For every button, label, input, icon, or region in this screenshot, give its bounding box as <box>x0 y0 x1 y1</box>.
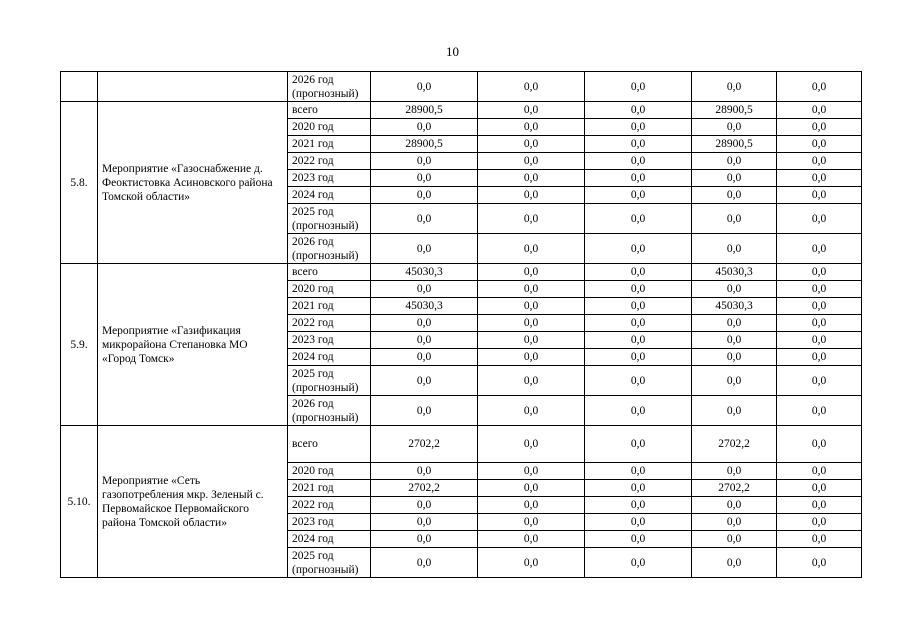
period-label: всего <box>288 426 371 463</box>
value-cell: 0,0 <box>585 170 692 187</box>
value-cell: 0,0 <box>777 298 862 315</box>
value-cell: 0,0 <box>371 72 478 102</box>
value-cell: 0,0 <box>371 497 478 514</box>
value-cell: 0,0 <box>478 514 585 531</box>
period-label: 2022 год <box>288 315 371 332</box>
value-cell: 0,0 <box>585 204 692 234</box>
value-cell: 0,0 <box>692 119 777 136</box>
value-cell: 0,0 <box>777 119 862 136</box>
value-cell: 0,0 <box>371 204 478 234</box>
value-cell: 2702,2 <box>692 426 777 463</box>
value-cell: 0,0 <box>777 136 862 153</box>
value-cell: 0,0 <box>478 264 585 281</box>
value-cell: 45030,3 <box>692 298 777 315</box>
item-title <box>98 72 288 102</box>
value-cell: 0,0 <box>478 119 585 136</box>
table-row <box>61 102 862 119</box>
value-cell: 0,0 <box>585 264 692 281</box>
value-cell: 0,0 <box>585 514 692 531</box>
value-cell: 0,0 <box>585 187 692 204</box>
period-label: 2023 год <box>288 170 371 187</box>
value-cell: 0,0 <box>585 298 692 315</box>
value-cell: 0,0 <box>585 281 692 298</box>
budget-table <box>60 71 862 578</box>
value-cell: 0,0 <box>692 153 777 170</box>
value-cell: 0,0 <box>371 234 478 264</box>
period-label: 2026 год (прогнозный) <box>288 234 371 264</box>
period-label: 2020 год <box>288 119 371 136</box>
item-number: 5.9. <box>61 264 98 426</box>
period-label: всего <box>288 264 371 281</box>
value-cell: 0,0 <box>585 332 692 349</box>
value-cell: 0,0 <box>478 497 585 514</box>
value-cell: 0,0 <box>585 463 692 480</box>
value-cell: 0,0 <box>371 332 478 349</box>
period-label: 2020 год <box>288 463 371 480</box>
item-title: Мероприятие «Газификация микрорайона Степановка МО «Город Томск» <box>98 264 288 426</box>
period-label: 2023 год <box>288 514 371 531</box>
period-label: 2026 год (прогнозный) <box>288 72 371 102</box>
value-cell: 2702,2 <box>692 480 777 497</box>
value-cell: 0,0 <box>777 480 862 497</box>
value-cell: 0,0 <box>478 548 585 578</box>
value-cell: 0,0 <box>478 170 585 187</box>
value-cell: 0,0 <box>692 72 777 102</box>
value-cell: 0,0 <box>777 281 862 298</box>
table-row <box>61 72 862 102</box>
value-cell: 0,0 <box>692 234 777 264</box>
value-cell: 0,0 <box>692 531 777 548</box>
value-cell: 0,0 <box>585 396 692 426</box>
value-cell: 0,0 <box>585 366 692 396</box>
value-cell: 0,0 <box>478 315 585 332</box>
value-cell: 0,0 <box>585 548 692 578</box>
period-label: 2025 год (прогнозный) <box>288 366 371 396</box>
value-cell: 0,0 <box>478 136 585 153</box>
value-cell: 0,0 <box>692 548 777 578</box>
value-cell: 0,0 <box>371 170 478 187</box>
value-cell: 28900,5 <box>692 102 777 119</box>
value-cell: 0,0 <box>777 102 862 119</box>
value-cell: 0,0 <box>585 102 692 119</box>
value-cell: 0,0 <box>371 119 478 136</box>
value-cell: 0,0 <box>777 426 862 463</box>
value-cell: 0,0 <box>692 332 777 349</box>
period-label: 2025 год (прогнозный) <box>288 548 371 578</box>
value-cell: 0,0 <box>478 153 585 170</box>
value-cell: 0,0 <box>478 463 585 480</box>
value-cell: 0,0 <box>371 548 478 578</box>
period-label: 2020 год <box>288 281 371 298</box>
period-label: 2021 год <box>288 480 371 497</box>
value-cell: 0,0 <box>777 497 862 514</box>
value-cell: 0,0 <box>478 480 585 497</box>
item-number <box>61 72 98 102</box>
value-cell: 0,0 <box>371 349 478 366</box>
value-cell: 0,0 <box>777 187 862 204</box>
item-number: 5.10. <box>61 426 98 578</box>
period-label: 2024 год <box>288 187 371 204</box>
value-cell: 0,0 <box>585 153 692 170</box>
period-label: 2021 год <box>288 298 371 315</box>
value-cell: 0,0 <box>777 514 862 531</box>
period-label: 2022 год <box>288 497 371 514</box>
value-cell: 45030,3 <box>371 298 478 315</box>
value-cell: 0,0 <box>371 396 478 426</box>
value-cell: 0,0 <box>777 170 862 187</box>
value-cell: 0,0 <box>692 497 777 514</box>
value-cell: 0,0 <box>585 72 692 102</box>
value-cell: 0,0 <box>777 332 862 349</box>
value-cell: 2702,2 <box>371 426 478 463</box>
value-cell: 0,0 <box>371 514 478 531</box>
value-cell: 0,0 <box>777 234 862 264</box>
table-row <box>61 426 862 463</box>
period-label: 2023 год <box>288 332 371 349</box>
value-cell: 0,0 <box>692 349 777 366</box>
value-cell: 0,0 <box>777 548 862 578</box>
value-cell: 0,0 <box>777 463 862 480</box>
value-cell: 0,0 <box>692 204 777 234</box>
value-cell: 0,0 <box>585 497 692 514</box>
value-cell: 0,0 <box>478 281 585 298</box>
value-cell: 28900,5 <box>692 136 777 153</box>
item-title: Мероприятие «Газоснабжение д. Феоктистовка Асиновского района Томской области» <box>98 102 288 264</box>
value-cell: 0,0 <box>777 204 862 234</box>
value-cell: 0,0 <box>777 349 862 366</box>
value-cell: 0,0 <box>692 281 777 298</box>
value-cell: 0,0 <box>478 72 585 102</box>
table-row <box>61 264 862 281</box>
period-label: 2024 год <box>288 531 371 548</box>
value-cell: 0,0 <box>478 396 585 426</box>
value-cell: 0,0 <box>692 315 777 332</box>
value-cell: 0,0 <box>371 366 478 396</box>
value-cell: 0,0 <box>371 281 478 298</box>
value-cell: 0,0 <box>692 366 777 396</box>
period-label: 2022 год <box>288 153 371 170</box>
value-cell: 0,0 <box>585 136 692 153</box>
value-cell: 0,0 <box>585 480 692 497</box>
value-cell: 0,0 <box>371 153 478 170</box>
value-cell: 0,0 <box>585 315 692 332</box>
value-cell: 0,0 <box>777 153 862 170</box>
value-cell: 0,0 <box>478 102 585 119</box>
value-cell: 0,0 <box>585 426 692 463</box>
value-cell: 0,0 <box>692 187 777 204</box>
value-cell: 0,0 <box>585 119 692 136</box>
page-number: 10 <box>446 44 459 59</box>
period-label: всего <box>288 102 371 119</box>
value-cell: 0,0 <box>692 170 777 187</box>
value-cell: 45030,3 <box>371 264 478 281</box>
item-number: 5.8. <box>61 102 98 264</box>
value-cell: 0,0 <box>777 264 862 281</box>
value-cell: 0,0 <box>777 396 862 426</box>
value-cell: 0,0 <box>371 531 478 548</box>
value-cell: 0,0 <box>777 315 862 332</box>
value-cell: 45030,3 <box>692 264 777 281</box>
period-label: 2024 год <box>288 349 371 366</box>
value-cell: 0,0 <box>371 463 478 480</box>
value-cell: 0,0 <box>478 187 585 204</box>
value-cell: 2702,2 <box>371 480 478 497</box>
value-cell: 0,0 <box>692 463 777 480</box>
item-title: Мероприятие «Сеть газопотребления мкр. Зеленый с. Первомайское Первомайского района Томской области» <box>98 426 288 578</box>
value-cell: 0,0 <box>777 366 862 396</box>
value-cell: 0,0 <box>692 514 777 531</box>
value-cell: 0,0 <box>585 234 692 264</box>
value-cell: 0,0 <box>585 349 692 366</box>
period-label: 2025 год (прогнозный) <box>288 204 371 234</box>
value-cell: 28900,5 <box>371 136 478 153</box>
value-cell: 0,0 <box>478 204 585 234</box>
value-cell: 0,0 <box>478 234 585 264</box>
value-cell: 0,0 <box>777 531 862 548</box>
value-cell: 0,0 <box>478 426 585 463</box>
value-cell: 0,0 <box>478 349 585 366</box>
period-label: 2026 год (прогнозный) <box>288 396 371 426</box>
value-cell: 0,0 <box>478 298 585 315</box>
value-cell: 0,0 <box>585 531 692 548</box>
value-cell: 0,0 <box>777 72 862 102</box>
value-cell: 0,0 <box>371 187 478 204</box>
period-label: 2021 год <box>288 136 371 153</box>
value-cell: 28900,5 <box>371 102 478 119</box>
value-cell: 0,0 <box>478 366 585 396</box>
value-cell: 0,0 <box>478 531 585 548</box>
value-cell: 0,0 <box>478 332 585 349</box>
value-cell: 0,0 <box>371 315 478 332</box>
value-cell: 0,0 <box>692 396 777 426</box>
